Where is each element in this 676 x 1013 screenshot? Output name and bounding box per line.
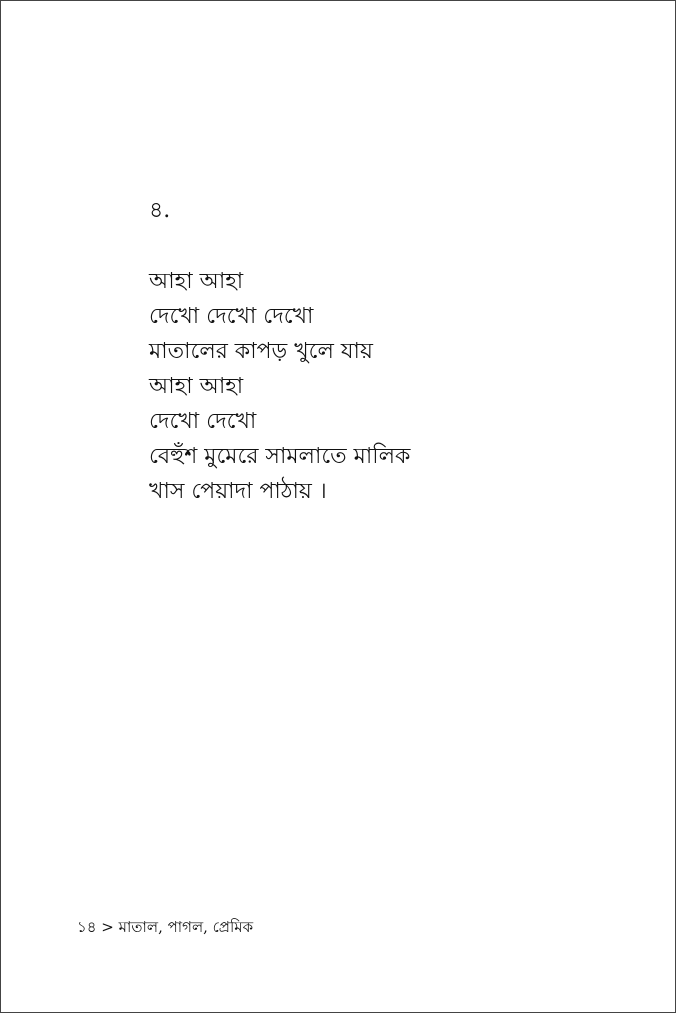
poem-line: বেহুঁশ মুমেরে সামলাতে মালিক	[149, 444, 411, 469]
footer-separator: >	[101, 918, 114, 936]
page-footer	[77, 917, 253, 937]
poem-line: দেখো দেখো দেখো	[149, 304, 314, 329]
book-title: মাতাল, পাগল, প্রেমিক	[118, 918, 254, 936]
poem-line: মাতালের কাপড় খুলে যায়	[149, 339, 373, 364]
poem-stanza	[149, 264, 410, 509]
poem-number: ৪.	[149, 198, 171, 223]
poem-line: খাস পেয়াদা পাঠায় ।	[149, 479, 327, 504]
poem-line: আহা আহা	[149, 269, 244, 294]
poem-line: আহা আহা	[149, 374, 244, 399]
page-number: ১৪	[77, 918, 97, 936]
poem-line: দেখো দেখো	[149, 409, 257, 434]
